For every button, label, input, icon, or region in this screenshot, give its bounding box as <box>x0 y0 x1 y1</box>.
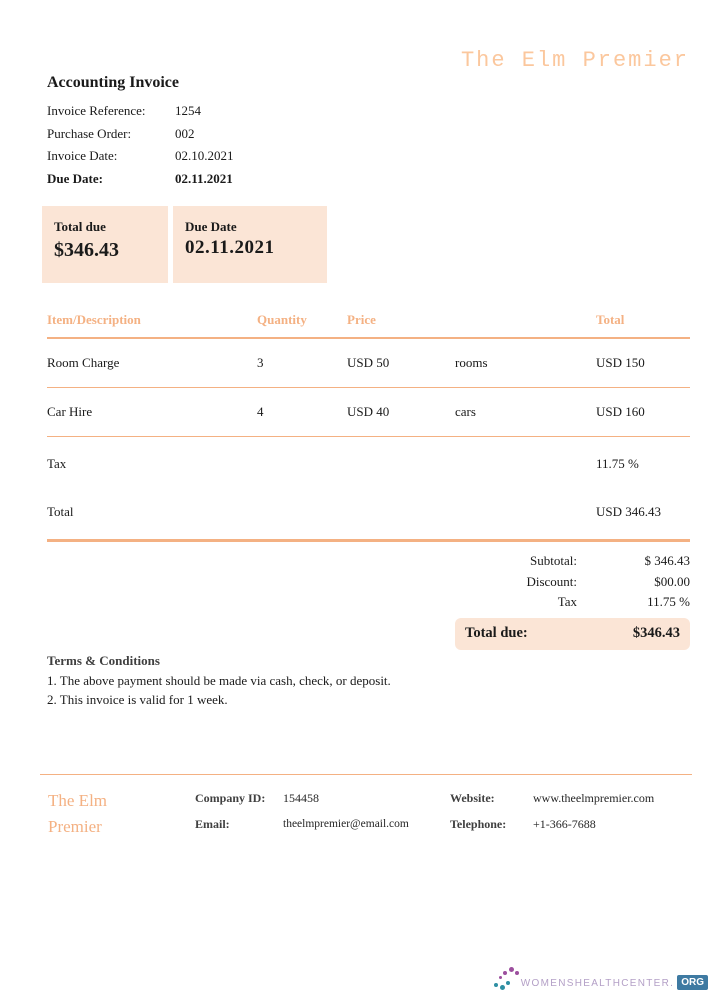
cell-item: Car Hire <box>47 404 93 419</box>
terms-heading: Terms & Conditions <box>47 653 160 668</box>
detail-value: 002 <box>175 125 195 141</box>
items-table-header <box>47 312 690 339</box>
cell-total: USD 160 <box>596 404 645 419</box>
cell-quantity: 4 <box>257 404 264 419</box>
invoice-details <box>47 103 234 193</box>
total-due-box-value: $346.43 <box>54 239 119 261</box>
terms-item: 2. This invoice is valid for 1 week. <box>47 691 228 707</box>
tax-row <box>47 437 690 489</box>
website-value: www.theelmpremier.com <box>533 791 655 805</box>
telephone-label: Telephone: <box>450 817 507 831</box>
cell-unit: cars <box>455 404 476 419</box>
cell-quantity: 3 <box>257 355 264 370</box>
detail-value: 02.10.2021 <box>175 148 234 163</box>
footer-company-group <box>195 788 450 840</box>
summary-total-due-label: Total due: <box>465 624 528 641</box>
detail-row-invoice-reference <box>47 103 234 126</box>
watermark-logo <box>494 966 708 990</box>
col-header-quantity: Quantity <box>257 312 307 327</box>
col-header-price: Price <box>347 312 376 327</box>
summary-block <box>455 551 690 650</box>
table-row <box>47 388 690 437</box>
swirl-dots-icon <box>494 966 518 990</box>
detail-row-due-date <box>47 171 234 194</box>
footer <box>40 774 692 840</box>
total-label: Total <box>47 504 74 519</box>
total-due-box-label: Total due <box>54 219 106 234</box>
email-label: Email: <box>195 817 230 831</box>
detail-value: 1254 <box>175 103 201 118</box>
website-label: Website: <box>450 791 495 805</box>
tax-label: Tax <box>47 456 67 471</box>
watermark-org-badge: ORG <box>677 975 708 990</box>
summary-row-discount <box>455 572 690 593</box>
due-date-box <box>173 206 327 283</box>
detail-row-purchase-order <box>47 126 234 149</box>
brand-title: The Elm Premier <box>460 48 689 73</box>
footer-brand-line2: Premier <box>48 817 102 836</box>
summary-total-due <box>455 618 690 650</box>
summary-total-due-value: $346.43 <box>632 624 680 641</box>
col-header-item: Item/Description <box>47 312 141 327</box>
detail-label: Invoice Date: <box>47 148 118 163</box>
total-due-box <box>42 206 168 283</box>
highlight-boxes <box>42 206 327 283</box>
detail-row-invoice-date <box>47 148 234 171</box>
page-title: Accounting Invoice <box>47 74 179 91</box>
footer-brand-line1: The Elm <box>48 791 108 810</box>
table-row <box>47 339 690 388</box>
terms-and-conditions <box>47 653 391 709</box>
footer-brand-logo <box>40 788 195 840</box>
items-table <box>47 312 690 542</box>
detail-label: Invoice Reference: <box>47 103 146 118</box>
summary-value: $00.00 <box>654 573 690 589</box>
total-row <box>47 489 690 542</box>
cell-unit: rooms <box>455 355 488 370</box>
summary-label: Subtotal: <box>530 553 577 568</box>
telephone-value: +1-366-7688 <box>533 817 596 831</box>
company-id-value: 154458 <box>283 791 319 805</box>
terms-item: 1. The above payment should be made via cash, check, or deposit. <box>47 673 391 688</box>
summary-value: 11.75 % <box>647 594 690 609</box>
summary-row-tax <box>455 592 690 613</box>
cell-price: USD 40 <box>347 404 390 419</box>
detail-label: Purchase Order: <box>47 125 132 141</box>
col-header-total: Total <box>596 312 625 327</box>
detail-value: 02.11.2021 <box>175 170 233 186</box>
email-value: theelmpremier@email.com <box>283 818 409 830</box>
detail-label: Due Date: <box>47 170 103 186</box>
summary-label: Discount: <box>526 573 577 589</box>
watermark-text: WOMENSHEALTHCENTER. <box>520 978 675 989</box>
cell-price: USD 50 <box>347 355 390 370</box>
summary-value: $ 346.43 <box>644 553 690 568</box>
col-header-unit <box>455 312 596 328</box>
total-value: USD 346.43 <box>596 504 662 519</box>
summary-label: Tax <box>557 594 577 609</box>
cell-total: USD 150 <box>596 355 645 370</box>
summary-row-subtotal <box>455 551 690 572</box>
due-date-box-label: Due Date <box>185 219 237 234</box>
cell-item: Room Charge <box>47 355 120 370</box>
tax-value: 11.75 % <box>596 456 639 471</box>
company-id-label: Company ID: <box>195 791 266 805</box>
due-date-box-value: 02.11.2021 <box>185 237 275 258</box>
footer-contact-group <box>450 788 654 840</box>
